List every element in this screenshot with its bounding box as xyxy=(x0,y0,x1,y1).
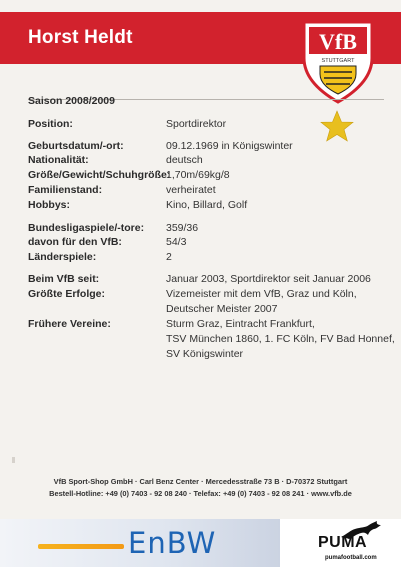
profile-value: verheiratet xyxy=(166,184,216,196)
enbw-logo: EnBW xyxy=(128,526,217,560)
profile-value: 359/36 xyxy=(166,222,199,234)
puma-website: pumafootball.com xyxy=(325,555,377,561)
profile-row xyxy=(0,303,401,317)
profile-value: Sportdirektor xyxy=(166,118,227,130)
profile-row xyxy=(0,333,401,347)
profile-label: Frühere Vereine: xyxy=(28,318,111,330)
profile-value: TSV München 1860, 1. FC Köln, FV Bad Honnef, xyxy=(166,333,395,345)
profile-label: Größe/Gewicht/Schuhgröße: xyxy=(28,169,171,181)
puma-logo: PUMA xyxy=(318,534,368,551)
profile-value: SV Königswinter xyxy=(166,348,244,360)
profile-row xyxy=(0,118,401,132)
profile-value: Vizemeister mit dem VfB, Graz und Köln, xyxy=(166,288,357,300)
profile-value: 09.12.1969 in Königswinter xyxy=(166,140,293,152)
profile-row xyxy=(0,318,401,332)
profile-row xyxy=(0,236,401,250)
profile-row xyxy=(0,273,401,287)
profile-label: davon für den VfB: xyxy=(28,236,122,248)
profile-label: Nationalität: xyxy=(28,154,89,166)
season-label: Saison 2008/2009 xyxy=(28,95,115,107)
profile-row xyxy=(0,154,401,168)
profile-value: Kino, Billard, Golf xyxy=(166,199,248,211)
profile-label: Hobbys: xyxy=(28,199,70,211)
crest-subtext: STUTTGART xyxy=(321,58,355,64)
edge-mark xyxy=(12,457,15,463)
profile-value: 1,70m/69kg/8 xyxy=(166,169,230,181)
profile-label: Länderspiele: xyxy=(28,251,97,263)
profile-label: Geburtsdatum/-ort: xyxy=(28,140,124,152)
profile-value: deutsch xyxy=(166,154,203,166)
profile-value: 2 xyxy=(166,251,172,263)
profile-row xyxy=(0,222,401,236)
player-name: Horst Heldt xyxy=(28,27,133,48)
profile-value: 54/3 xyxy=(166,236,187,248)
profile-label: Beim VfB seit: xyxy=(28,273,100,285)
profile-value: Januar 2003, Sportdirektor seit Januar 2006 xyxy=(166,273,371,285)
footer-address: VfB Sport-Shop GmbH · Carl Benz Center · Mercedesstraße 73 B · D-70372 Stuttgart xyxy=(53,477,348,486)
profile-value: Deutscher Meister 2007 xyxy=(166,303,278,315)
footer-hotline: Bestell-Hotline: +49 (0) 7403 - 92 08 240 · Telefax: +49 (0) 7403 - 92 08 241 · www.vfb.de xyxy=(49,489,352,498)
profile-row xyxy=(0,251,401,265)
profile-label: Größte Erfolge: xyxy=(28,288,106,300)
profile-row xyxy=(0,140,401,154)
profile-row xyxy=(0,169,401,183)
enbw-swoosh-icon xyxy=(38,544,124,549)
profile-label: Bundesligaspiele/-tore: xyxy=(28,222,145,234)
profile-row xyxy=(0,288,401,302)
profile-label: Familienstand: xyxy=(28,184,103,196)
vfb-crest-icon xyxy=(300,18,376,104)
profile-row xyxy=(0,184,401,198)
profile-value: Sturm Graz, Eintracht Frankfurt, xyxy=(166,318,315,330)
profile-row xyxy=(0,348,401,362)
profile-row xyxy=(0,199,401,213)
profile-label: Position: xyxy=(28,118,73,130)
crest-text: VfB xyxy=(319,29,357,54)
